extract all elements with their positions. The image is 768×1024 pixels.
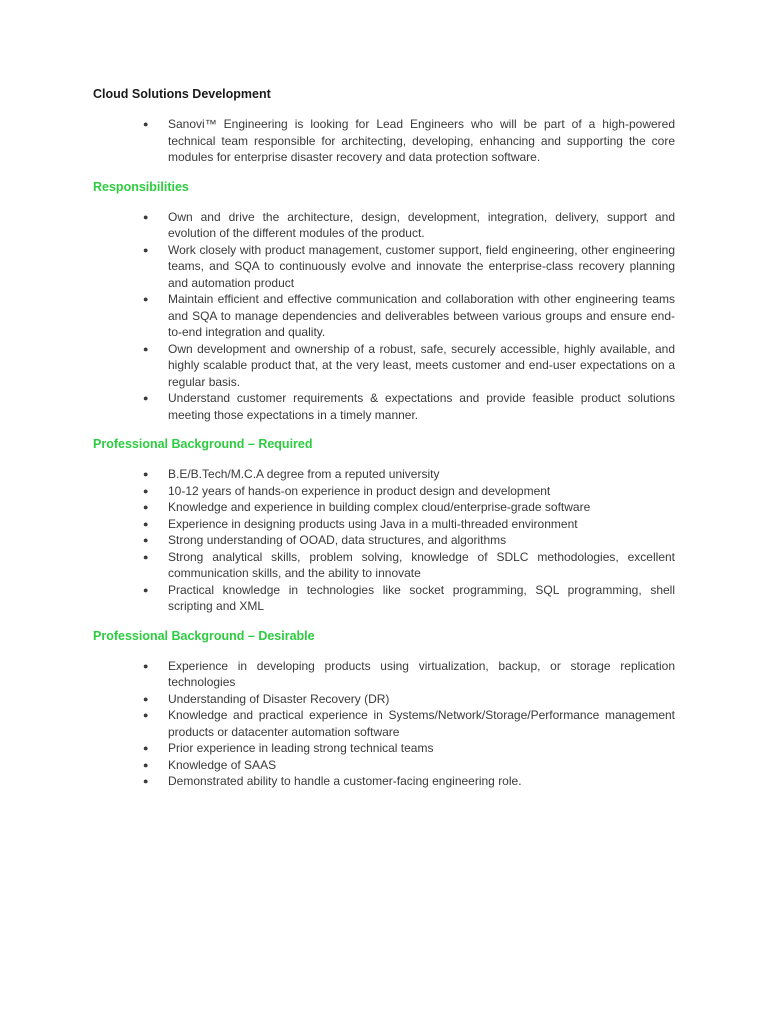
bullet-icon: ● [143,743,149,753]
list-item-text: B.E/B.Tech/M.C.A degree from a reputed university [168,467,440,481]
bullet-icon: ● [143,759,149,770]
list-item-text: Own development and ownership of a robust, safe, securely accessible, highly available, and highly scalable product that, at the very least, meets customer and end-user expectations on a regular basis. [168,341,675,389]
bullet-icon: ● [143,211,149,222]
list-item-text: Knowledge and practical experience in Systems/Network/Storage/Performance management products or datacenter automation software [168,708,675,739]
list-item-text: Sanovi™ Engineering is looking for Lead Engineers who will be part of a high-powered technical team responsible for architecting, developing, enhancing and supporting the core modules for enterprise disaster recovery and data protection software. [168,117,675,164]
bullet-icon: ● [143,776,149,786]
list-item [93,466,675,483]
list-item [93,116,675,166]
bullet-icon: ● [143,119,149,129]
section-heading-responsibilities: Responsibilities [93,179,189,194]
intro-list [93,116,675,166]
bullet-icon: ● [143,693,149,704]
bullet-icon: ● [143,485,149,496]
list-item [93,390,675,423]
list-item [93,242,675,292]
bullet-icon: ● [143,469,149,479]
list-item [93,209,675,242]
list-item-text: Experience in designing products using Java in a multi-threaded environment [168,516,578,531]
list-item-text: Demonstrated ability to handle a customer-facing engineering role. [168,774,522,788]
bullet-icon: ● [143,502,149,512]
bullet-icon: ● [143,660,149,671]
list-item [93,483,675,500]
list-item [93,691,675,708]
list-item-text: Strong analytical skills, problem solving, knowledge of SDLC methodologies, excellent communication skills, and the ability to innovate [168,549,675,580]
list-item [93,516,675,533]
section-heading-required: Professional Background – Required [93,437,313,451]
list-item-text: Knowledge of SAAS [168,757,277,772]
list-item-text: Strong understanding of OOAD, data structures, and algorithms [168,533,507,547]
list-item [93,740,675,757]
responsibilities-list [93,209,675,424]
section-heading-desirable: Professional Background – Desirable [93,628,315,643]
list-item-text: 10-12 years of hands-on experience in product design and development [168,483,551,498]
list-item [93,658,675,691]
list-item-text: Practical knowledge in technologies like socket programming, SQL programming, shell scripting and XML [168,582,675,613]
bullet-icon: ● [143,710,149,720]
list-item [93,582,675,615]
bullet-icon: ● [143,535,149,545]
list-item-text: Knowledge and experience in building complex cloud/enterprise-grade software [168,500,591,514]
list-item-text: Work closely with product management, customer support, field engineering, other engineering teams, and SQA to continuously evolve and innovate the enterprise-class recovery planning and automation product [168,242,675,290]
list-item [93,499,675,516]
list-item [93,341,675,391]
list-item [93,549,675,582]
bullet-icon: ● [143,584,149,595]
list-item [93,291,675,341]
bullet-icon: ● [143,518,149,529]
list-item [93,773,675,790]
document-title: Cloud Solutions Development [93,87,271,101]
list-item-text: Maintain efficient and effective communication and collaboration with other engineering teams and SQA to manage dependencies and deliverables between various groups and ensure end-to-end integration and quality. [168,292,675,339]
list-item [93,757,675,774]
bullet-icon: ● [143,393,149,403]
bullet-icon: ● [143,343,149,354]
list-item-text: Experience in developing products using virtualization, backup, or storage replication technologies [168,658,675,689]
list-item-text: Understanding of Disaster Recovery (DR) [168,691,390,706]
list-item [93,707,675,740]
bullet-icon: ● [143,551,149,562]
desirable-list [93,658,675,790]
list-item-text: Own and drive the architecture, design, development, integration, delivery, support and evolution of the different modules of the product. [168,209,675,240]
list-item-text: Understand customer requirements & expectations and provide feasible product solutions meeting those expectations in a timely manner. [168,391,675,422]
bullet-icon: ● [143,244,149,255]
required-list [93,466,675,615]
list-item [93,532,675,549]
bullet-icon: ● [143,294,149,304]
list-item-text: Prior experience in leading strong technical teams [168,741,434,755]
